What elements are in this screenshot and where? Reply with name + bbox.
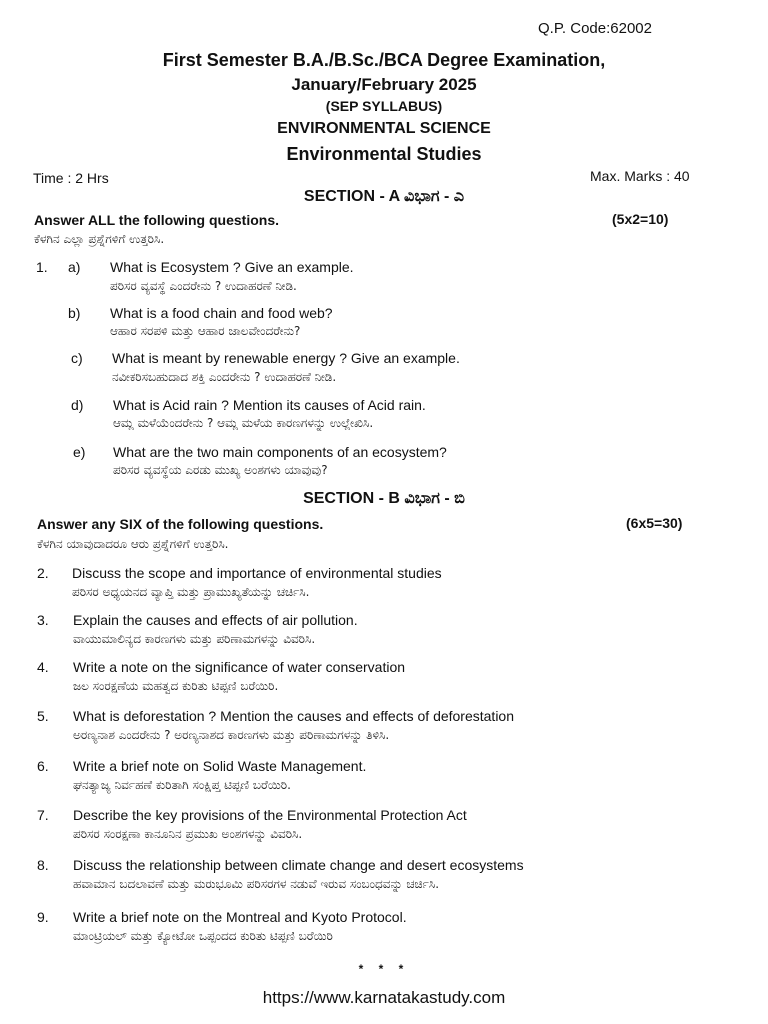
sub-question-label: c): [71, 350, 83, 366]
question-kn: ವಾಯುಮಾಲಿನ್ಯದ ಕಾರಣಗಳು ಮತ್ತು ಪರಿಣಾಮಗಳನ್ನು ವಿವರಿಸಿ.: [73, 632, 316, 646]
max-marks: Max. Marks : 40: [590, 168, 690, 184]
question-number: 7.: [37, 807, 49, 823]
question-kn: ಮಾಂಟ್ರಿಯಲ್ ಮತ್ತು ಕ್ಯೋಟೋ ಒಪ್ಪಂದದ ಕುರಿತು ಟಿಪ್ಪಣಿ ಬರೆಯಿರಿ: [73, 929, 333, 943]
question-kn: ಹವಾಮಾನ ಬದಲಾವಣೆ ಮತ್ತು ಮರುಭೂಮಿ ಪರಿಸರಗಳ ನಡುವೆ ಇರುವ ಸಂಬಂಧವನ್ನು ಚರ್ಚಿಸಿ.: [73, 877, 440, 891]
question-text: Write a brief note on Solid Waste Management.: [73, 758, 367, 774]
section-b-marks: (6x5=30): [626, 515, 683, 531]
question-text: What is deforestation ? Mention the causes and effects of deforestation: [73, 708, 515, 724]
section-a-marks: (5x2=10): [612, 211, 669, 227]
question-number: 8.: [37, 857, 49, 873]
question-number: 4.: [37, 659, 49, 675]
question-number: 1.: [36, 259, 48, 275]
time-allowed: Time : 2 Hrs: [33, 170, 109, 186]
section-a-instruction: Answer ALL the following questions.: [34, 212, 280, 228]
question-text: Discuss the relationship between climate change and desert ecosystems: [73, 857, 524, 873]
question-kn: ಘನತ್ಯಾಜ್ಯ ನಿರ್ವಹಣೆ ಕುರಿತಾಗಿ ಸಂಕ್ಷಿಪ್ತ ಟಿಪ್ಪಣಿ ಬರೆಯಿರಿ.: [73, 778, 291, 792]
question-number: 5.: [37, 708, 49, 724]
exam-title: First Semester B.A./B.Sc./BCA Degree Examination,: [162, 50, 606, 70]
section-b-heading: SECTION - B ವಿಭಾಗ - ಬಿ: [303, 490, 465, 507]
question-number: 6.: [37, 758, 49, 774]
question-number: 9.: [37, 909, 49, 925]
sub-question-kn: ಆಹಾರ ಸರಪಳಿ ಮತ್ತು ಆಹಾರ ಜಾಲವೇಂದರೇನು?: [110, 324, 301, 338]
question-kn: ಜಲ ಸಂರಕ್ಷಣೆಯ ಮಹತ್ವದ ಕುರಿತು ಟಿಪ್ಪಣಿ ಬರೆಯಿರಿ.: [73, 679, 279, 693]
sub-question-text: What is Acid rain ? Mention its causes of Acid rain.: [113, 397, 426, 413]
sub-question-label: d): [71, 397, 84, 413]
sub-question-kn: ಪರಿಸರ ವ್ಯವಸ್ಥೆ ಎಂದರೇನು ? ಉದಾಹರಣೆ ನೀಡಿ.: [110, 279, 297, 293]
question-number: 3.: [37, 612, 49, 628]
source-url: https://www.karnatakastudy.com: [262, 988, 506, 1007]
exam-session: January/February 2025: [291, 75, 477, 94]
section-b-instruction: Answer any SIX of the following questions.: [37, 516, 324, 532]
question-number: 2.: [37, 565, 49, 581]
question-kn: ಪರಿಸರ ಅಧ್ಯಯನದ ವ್ಯಾಪ್ತಿ ಮತ್ತು ಪ್ರಾಮುಖ್ಯತೆಯನ್ನು ಚರ್ಚಿಸಿ.: [72, 585, 310, 599]
section-a-instruction-kn: ಕೆಳಗಿನ ಎಲ್ಲಾ ಪ್ರಶ್ನೆಗಳಿಗೆ ಉತ್ತರಿಸಿ.: [34, 232, 165, 246]
question-text: Describe the key provisions of the Environmental Protection Act: [73, 807, 467, 823]
sub-question-text: What are the two main components of an ecosystem?: [113, 444, 447, 460]
sub-question-label: e): [73, 444, 86, 460]
question-text: Discuss the scope and importance of environmental studies: [72, 565, 442, 581]
sub-question-text: What is Ecosystem ? Give an example.: [110, 259, 354, 275]
question-text: Write a brief note on the Montreal and Kyoto Protocol.: [73, 909, 407, 925]
paper-title: Environmental Studies: [286, 144, 482, 164]
question-kn: ಅರಣ್ಯನಾಶ ಎಂದರೇನು ? ಅರಣ್ಯನಾಶದ ಕಾರಣಗಳು ಮತ್ತು ಪರಿಣಾಮಗಳನ್ನು ತಿಳಿಸಿ.: [73, 728, 390, 742]
section-a-heading: SECTION - A ವಿಭಾಗ - ಎ: [303, 188, 465, 205]
qp-code: Q.P. Code:62002: [538, 20, 652, 37]
end-of-paper-stars: * * *: [358, 962, 410, 976]
question-text: Explain the causes and effects of air pollution.: [73, 612, 358, 628]
subject-title: ENVIRONMENTAL SCIENCE: [277, 120, 491, 137]
sub-question-text: What is a food chain and food web?: [110, 305, 333, 321]
sub-question-kn: ನವೀಕರಿಸಬಹುದಾದ ಶಕ್ತಿ ಎಂದರೇನು ? ಉದಾಹರಣೆ ನೀಡಿ.: [112, 370, 337, 384]
question-text: Write a note on the significance of water conservation: [73, 659, 406, 675]
sub-question-text: What is meant by renewable energy ? Give an example.: [112, 350, 460, 366]
sub-question-kn: ಆಮ್ಲ ಮಳೆಯೆಂದರೇನು ? ಆಮ್ಲ ಮಳೆಯ ಕಾರಣಗಳನ್ನು ಉಲ್ಲೇಖಿಸಿ.: [113, 416, 374, 430]
question-kn: ಪರಿಸರ ಸಂರಕ್ಷಣಾ ಕಾನೂನಿನ ಪ್ರಮುಖ ಅಂಶಗಳನ್ನು ವಿವರಿಸಿ.: [73, 827, 303, 841]
sub-question-label: a): [68, 259, 81, 275]
section-b-instruction-kn: ಕೆಳಗಿನ ಯಾವುದಾದರೂ ಆರು ಪ್ರಶ್ನೆಗಳಿಗೆ ಉತ್ತರಿಸಿ.: [37, 537, 229, 551]
sub-question-label: b): [68, 305, 81, 321]
syllabus-label: (SEP SYLLABUS): [325, 98, 443, 114]
sub-question-kn: ಪರಿಸರ ವ್ಯವಸ್ಥೆಯ ಎರಡು ಮುಖ್ಯ ಅಂಶಗಳು ಯಾವುವು?: [113, 463, 328, 477]
